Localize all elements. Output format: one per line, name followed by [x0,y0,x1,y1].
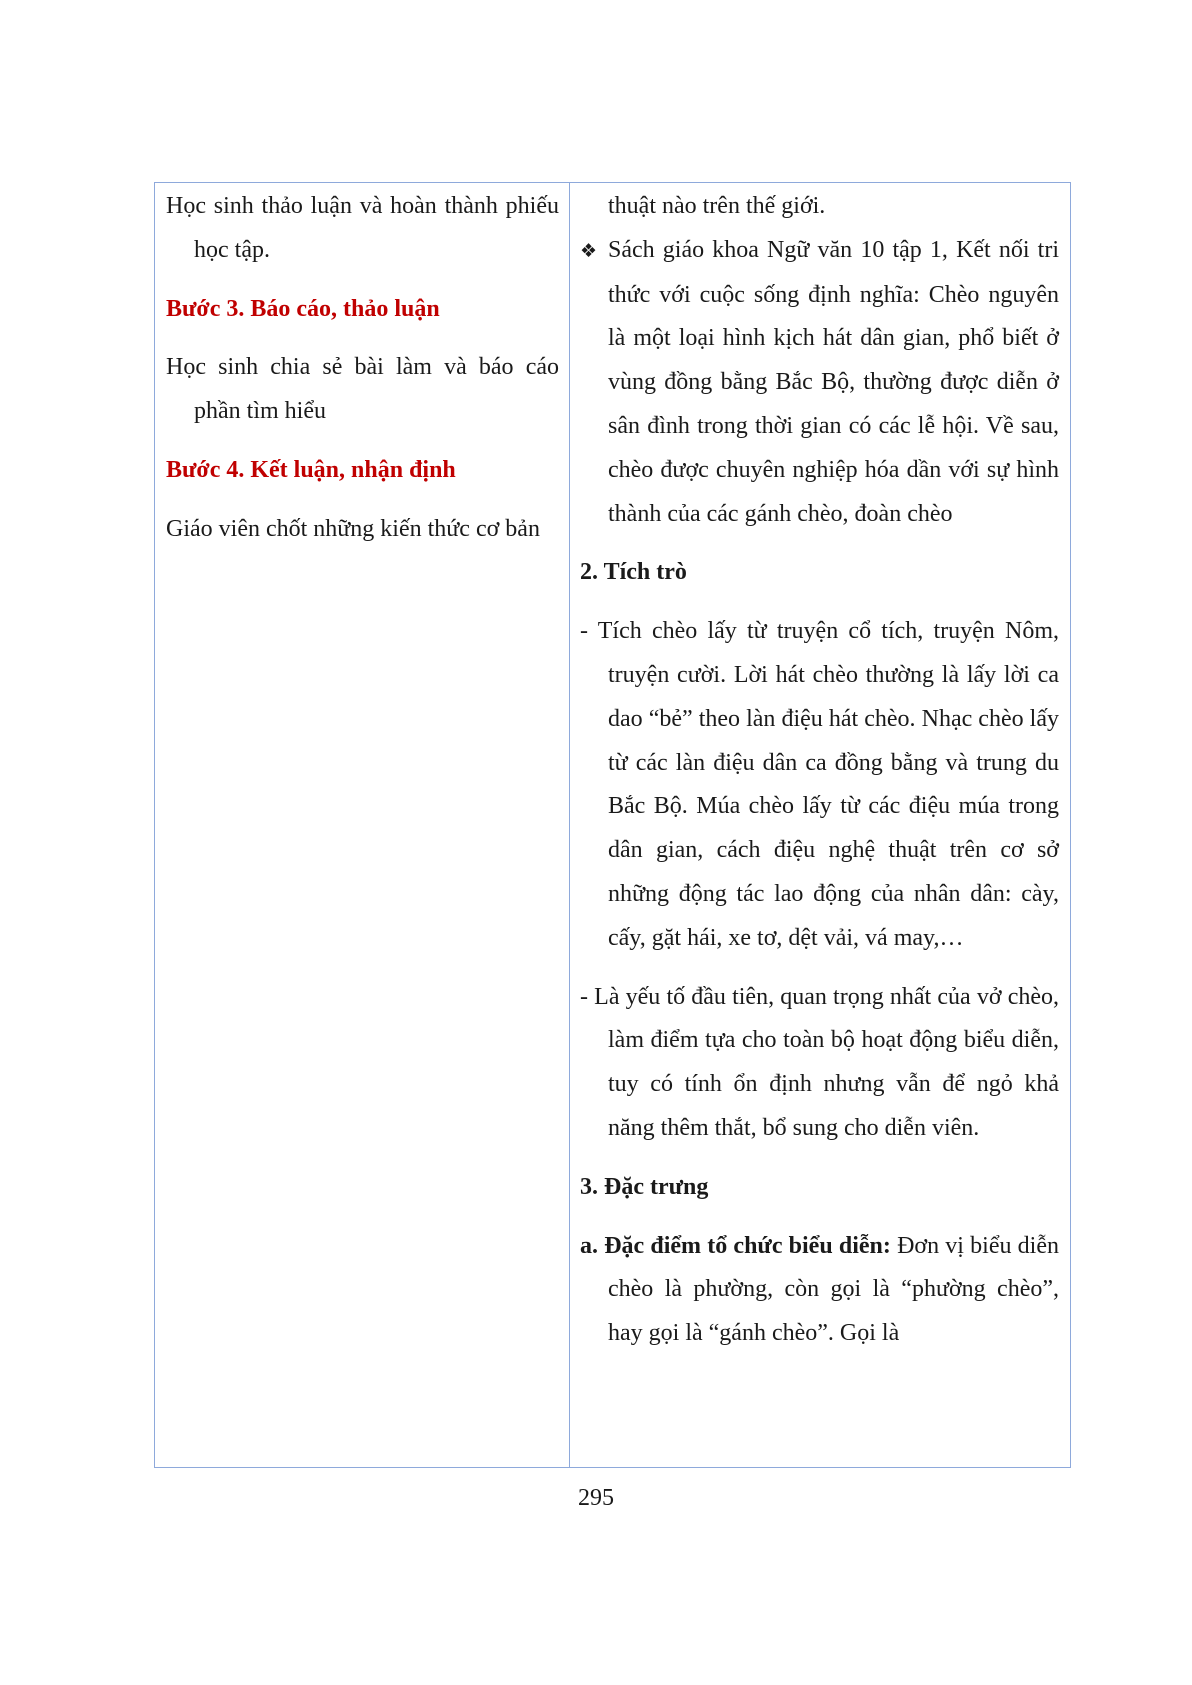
paragraph-conclusion: Giáo viên chốt những kiến thức cơ bản [166,515,540,542]
paragraph-sub-a [580,1225,1059,1356]
heading-section-2: 2. Tích trò [580,559,687,586]
left-column [155,183,569,1467]
paragraph-report: Học sinh chia sẻ bài làm và báo cáo phần tìm hiểu [166,354,559,425]
heading-step-4: Bước 4. Kết luận, nhận định [166,456,456,483]
page-number: 295 [578,1485,614,1511]
right-column [569,183,1070,1467]
paragraph-dash-2: - Là yếu tố đầu tiên, quan trọng nhất của vở chèo, làm điểm tựa cho toàn bộ hoạt động biểu diễn, tuy có tính ổn định nhưng vẫn để ngỏ khả năng thêm thắt, bổ sung cho diễn viên. [580,983,1059,1141]
paragraph-discussion: Học sinh thảo luận và hoàn thành phiếu học tập. [166,193,559,263]
sub-a-text: Đơn vị biểu diễn chèo là phường, còn gọi là “phường chèo”, hay gọi là “gánh chèo”. Gọi là [608,1232,1059,1347]
heading-section-3: 3. Đặc trưng [580,1173,709,1200]
sub-a-label: a. Đặc điểm tổ chức biểu diễn: [580,1232,891,1259]
bullet-definition [580,229,1059,537]
diamond-bullet-icon: ❖ [580,239,598,262]
heading-step-3: Bước 3. Báo cáo, thảo luận [166,295,440,322]
bullet-definition-text: Sách giáo khoa Ngữ văn 10 tập 1, Kết nối tri thức với cuộc sống định nghĩa: Chèo nguyên là một loại hình kịch hát dân gian, phổ biết ở vùng đồng bằng Bắc Bộ, thường được diễn ở sân đình trong thời gian có các lễ hội. Về sau, chèo được chuyên nghiệp hóa dần với sự hình thành của các gánh chèo, đoàn chèo [608,236,1059,527]
paragraph-dash-1: - Tích chèo lấy từ truyện cổ tích, truyện Nôm, truyện cười. Lời hát chèo thường là lấy lời ca dao “bẻ” theo làn điệu hát chèo. Nhạc chèo lấy từ các làn điệu dân ca đồng bằng và trung du Bắc Bộ. Múa chèo lấy từ các điệu múa trong dân gian, cách điệu nghệ thuật trên cơ sở những động tác lao động của nhân dân: cày, cấy, gặt hái, xe tơ, dệt vải, vá may,… [580,618,1059,951]
continued-line: thuật nào trên thế giới. [608,193,826,219]
content-table [154,182,1071,1468]
